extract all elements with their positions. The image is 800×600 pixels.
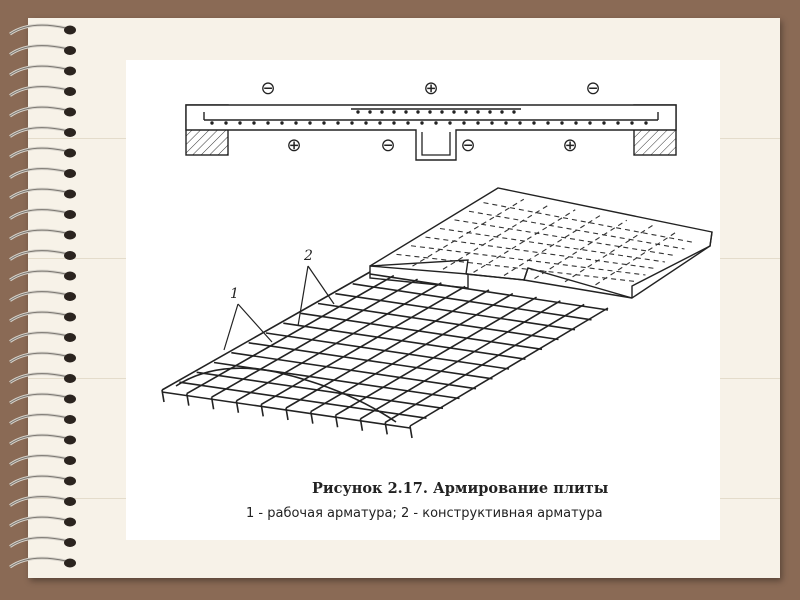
spiral-ring bbox=[10, 271, 76, 280]
figure-caption-legend: 1 - рабочая арматура; 2 - конструктивная арматура bbox=[246, 506, 603, 521]
reinforcement-mesh bbox=[162, 272, 608, 438]
spiral-ring bbox=[10, 169, 76, 178]
spiral-ring bbox=[10, 312, 76, 321]
spiral-ring bbox=[10, 415, 76, 424]
spiral-ring bbox=[10, 333, 76, 342]
spiral-ring bbox=[10, 435, 76, 444]
spiral-binding-icon bbox=[0, 0, 100, 600]
spiral-ring bbox=[10, 353, 76, 362]
spiral-ring bbox=[10, 517, 76, 526]
spiral-ring bbox=[10, 189, 76, 198]
spiral-ring bbox=[10, 497, 76, 506]
spiral-ring bbox=[10, 148, 76, 157]
sign-top-left: ⊖ bbox=[260, 78, 276, 99]
spiral-ring bbox=[10, 210, 76, 219]
spiral-ring bbox=[10, 87, 76, 96]
sign-bottom-2: ⊖ bbox=[380, 135, 396, 156]
spiral-ring bbox=[10, 66, 76, 75]
spiral-ring bbox=[10, 292, 76, 301]
sign-top-center: ⊕ bbox=[423, 78, 439, 99]
sign-bottom-1: ⊕ bbox=[286, 135, 302, 156]
sign-bottom-4: ⊕ bbox=[562, 135, 578, 156]
spiral-ring bbox=[10, 46, 76, 55]
spiral-ring bbox=[10, 107, 76, 116]
spiral-ring bbox=[10, 25, 76, 34]
spiral-ring bbox=[10, 251, 76, 260]
figure-caption-title: Рисунок 2.17. Армирование плиты bbox=[312, 480, 609, 497]
spiral-ring bbox=[10, 476, 76, 485]
slab-reinforcement-drawing bbox=[126, 60, 720, 540]
figure-panel bbox=[126, 60, 720, 540]
spiral-ring bbox=[10, 538, 76, 547]
spiral-ring bbox=[10, 558, 76, 567]
label-1: 1 bbox=[230, 286, 239, 302]
spiral-ring bbox=[10, 374, 76, 383]
spiral-ring bbox=[10, 456, 76, 465]
sign-top-right: ⊖ bbox=[585, 78, 601, 99]
spiral-ring bbox=[10, 394, 76, 403]
label-2: 2 bbox=[304, 248, 313, 264]
spiral-ring bbox=[10, 230, 76, 239]
sign-bottom-3: ⊖ bbox=[460, 135, 476, 156]
spiral-ring bbox=[10, 128, 76, 137]
